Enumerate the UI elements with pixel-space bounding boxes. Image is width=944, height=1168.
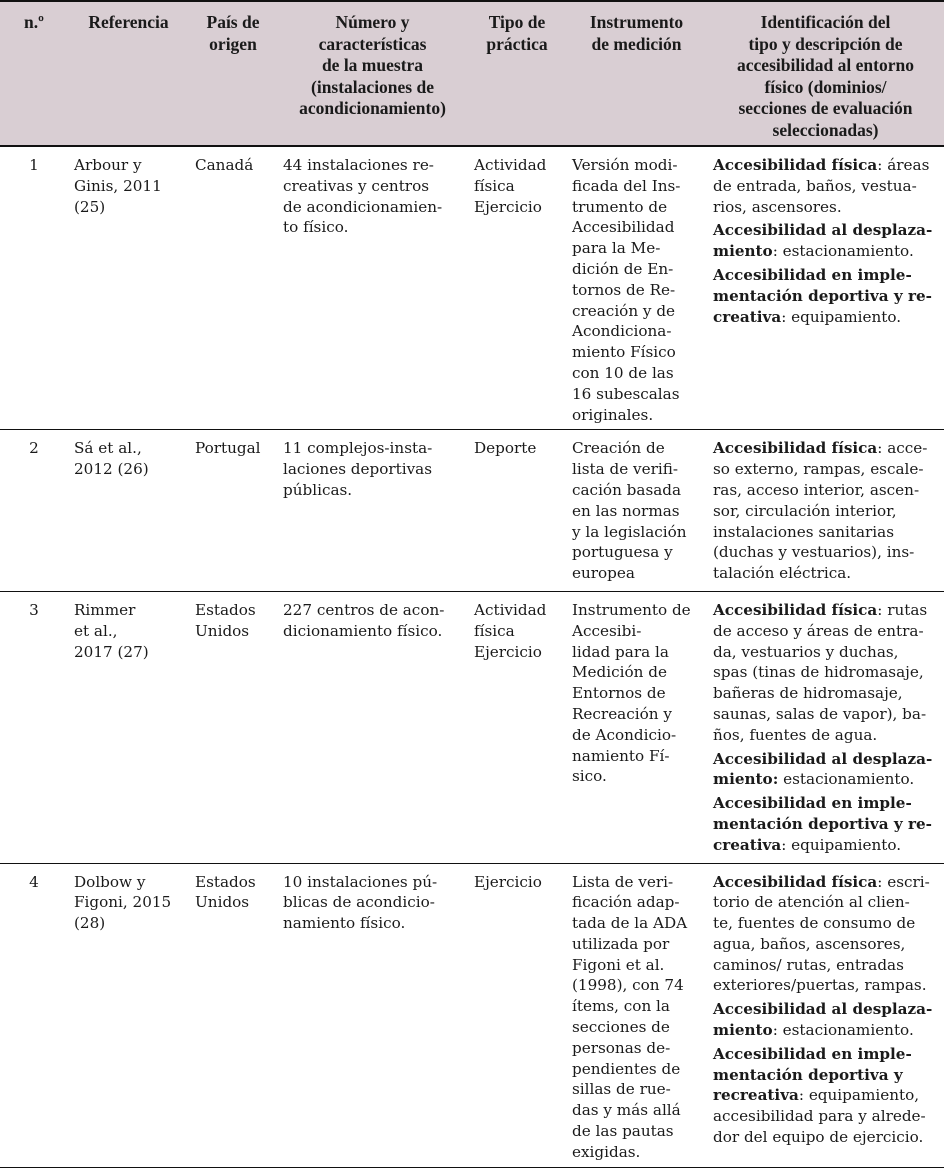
cell-practice: Actividad física Ejercicio: [474, 600, 547, 661]
cell-number: 3: [29, 600, 39, 619]
domain-entry: [713, 265, 938, 327]
cell-domains: [707, 430, 944, 592]
domain-entry: [713, 1044, 938, 1148]
domain-description: : equipamiento.: [781, 835, 902, 854]
table-row: [0, 430, 944, 592]
cell-domains: [707, 146, 944, 430]
domain-description: : equipamiento.: [781, 307, 902, 326]
table-header: [0, 1, 944, 146]
header-country: País de origen: [206, 12, 260, 54]
domain-entry: [713, 999, 938, 1041]
domain-description: : equipamiento, accesibilidad para y alrede- dor del equipo de ejercicio.: [713, 1086, 926, 1147]
header-instrument: Instrumento de medición: [589, 12, 684, 54]
domain-name: Accesibilidad física: [713, 156, 878, 174]
domain-description: : áreas de entrada, baños, vestua- rios, ascensores.: [713, 156, 930, 216]
cell-reference: Dolbow y Figoni, 2015 (28): [74, 872, 172, 933]
cell-practice: Ejercicio: [474, 872, 542, 891]
header-practice: Tipo de práctica: [486, 12, 548, 54]
table-row: [0, 146, 944, 430]
domain-name: Accesibilidad en imple- mentación deportiva y re- creativa: [713, 265, 932, 326]
domain-entry: [713, 220, 938, 262]
domain-description: : acce- so externo, rampas, escale- ras, acceso interior, ascen- sor, circulación interior, instalaciones sanitarias (duchas y vestuarios), ins- talación eléctrica.: [713, 439, 928, 583]
domain-name: Accesibilidad física: [713, 600, 878, 619]
cell-number: 4: [29, 872, 39, 891]
cell-reference: Sá et al., 2012 (26): [74, 439, 149, 479]
header-number: n.º: [24, 12, 44, 32]
cell-practice: Actividad física Ejercicio: [474, 156, 547, 216]
domain-description: : rutas de acceso y áreas de entra- da, vestuarios y duchas, spas (tinas de hidromasaje, bañeras de hidromasaje, saunas, salas de vapor), ba- ños, fuentes de agua.: [713, 600, 928, 744]
domain-entry: [713, 600, 938, 746]
domain-description: : estacionamiento.: [772, 242, 914, 261]
table-body: [0, 146, 944, 1167]
cell-instrument: Creación de lista de verifi- cación basada en las normas y la legislación portuguesa y europea: [572, 439, 687, 583]
domain-name: Accesibilidad en imple- mentación deportiva y recreativa: [713, 1044, 912, 1105]
table-row: [0, 591, 944, 863]
domain-name: Accesibilidad física: [713, 439, 878, 458]
domain-entry: [713, 749, 938, 791]
cell-practice: Deporte: [474, 439, 537, 458]
domain-description: estacionamiento.: [778, 770, 915, 789]
header-row: [0, 1, 944, 146]
domain-description: : escri- torio de atención al clien- te, fuentes de consumo de agua, baños, ascensores, caminos/ rutas, entradas exteriores/puertas, rampas.: [713, 872, 930, 995]
cell-sample: 10 instalaciones pú- blicas de acondicio- namiento físico.: [283, 872, 438, 933]
cell-instrument: Lista de veri- ficación adap- tada de la ADA utilizada por Figoni et al. (1998), con 74 ítems, con la secciones de personas de- pendientes de sillas de rue- das y más allá de las pautas exigidas.: [572, 872, 688, 1161]
cell-instrument: Versión modi- ficada del Ins- trumento de Accesibilidad para la Me- dición de En- tornos de Re- creación y de Acondiciona- miento Físico con 10 de las 16 subescalas originales.: [572, 156, 681, 424]
cell-sample: 44 instalaciones re- creativas y centros de acondicionamien- to físico.: [283, 156, 443, 237]
cell-instrument: Instrumento de Accesibi- lidad para la Medición de Entornos de Recreación y de Acondicio- namiento Fí- sico.: [572, 600, 691, 786]
cell-sample: 227 centros de acon- dicionamiento físico.: [283, 600, 445, 640]
cell-domains: [707, 863, 944, 1167]
domain-description: : estacionamiento.: [772, 1021, 914, 1040]
header-reference: Referencia: [88, 12, 169, 32]
cell-country: Estados Unidos: [195, 872, 256, 912]
domain-name: Accesibilidad en imple- mentación deportiva y re- creativa: [713, 794, 932, 854]
cell-number: 1: [29, 156, 39, 174]
domain-entry: [713, 438, 938, 584]
cell-number: 2: [29, 439, 39, 458]
cell-country: Canadá: [195, 156, 254, 174]
cell-reference: Arbour y Ginis, 2011 (25): [74, 156, 162, 216]
cell-reference: Rimmer et al., 2017 (27): [74, 600, 149, 661]
cell-domains: [707, 591, 944, 863]
header-sample: Número y características de la muestra (instalaciones de acondicionamiento): [299, 12, 446, 118]
domain-name: Accesibilidad al desplaza- miento: [713, 221, 933, 261]
domain-entry: [713, 155, 938, 217]
domain-name: Accesibilidad física: [713, 872, 878, 891]
cell-country: Estados Unidos: [195, 600, 256, 640]
domain-entry: [713, 793, 938, 855]
domain-name: Accesibilidad al desplaza- miento:: [713, 749, 933, 789]
domain-name: Accesibilidad al desplaza- miento: [713, 1000, 933, 1040]
table-row: [0, 863, 944, 1167]
cell-sample: 11 complejos-insta- laciones deportivas públicas.: [283, 439, 433, 499]
domain-entry: [713, 872, 938, 997]
cell-country: Portugal: [195, 439, 261, 458]
header-domains: Identificación del tipo y descripción de accesibilidad al entorno físico (dominios/ secciones de evaluación seleccionadas): [737, 12, 914, 140]
